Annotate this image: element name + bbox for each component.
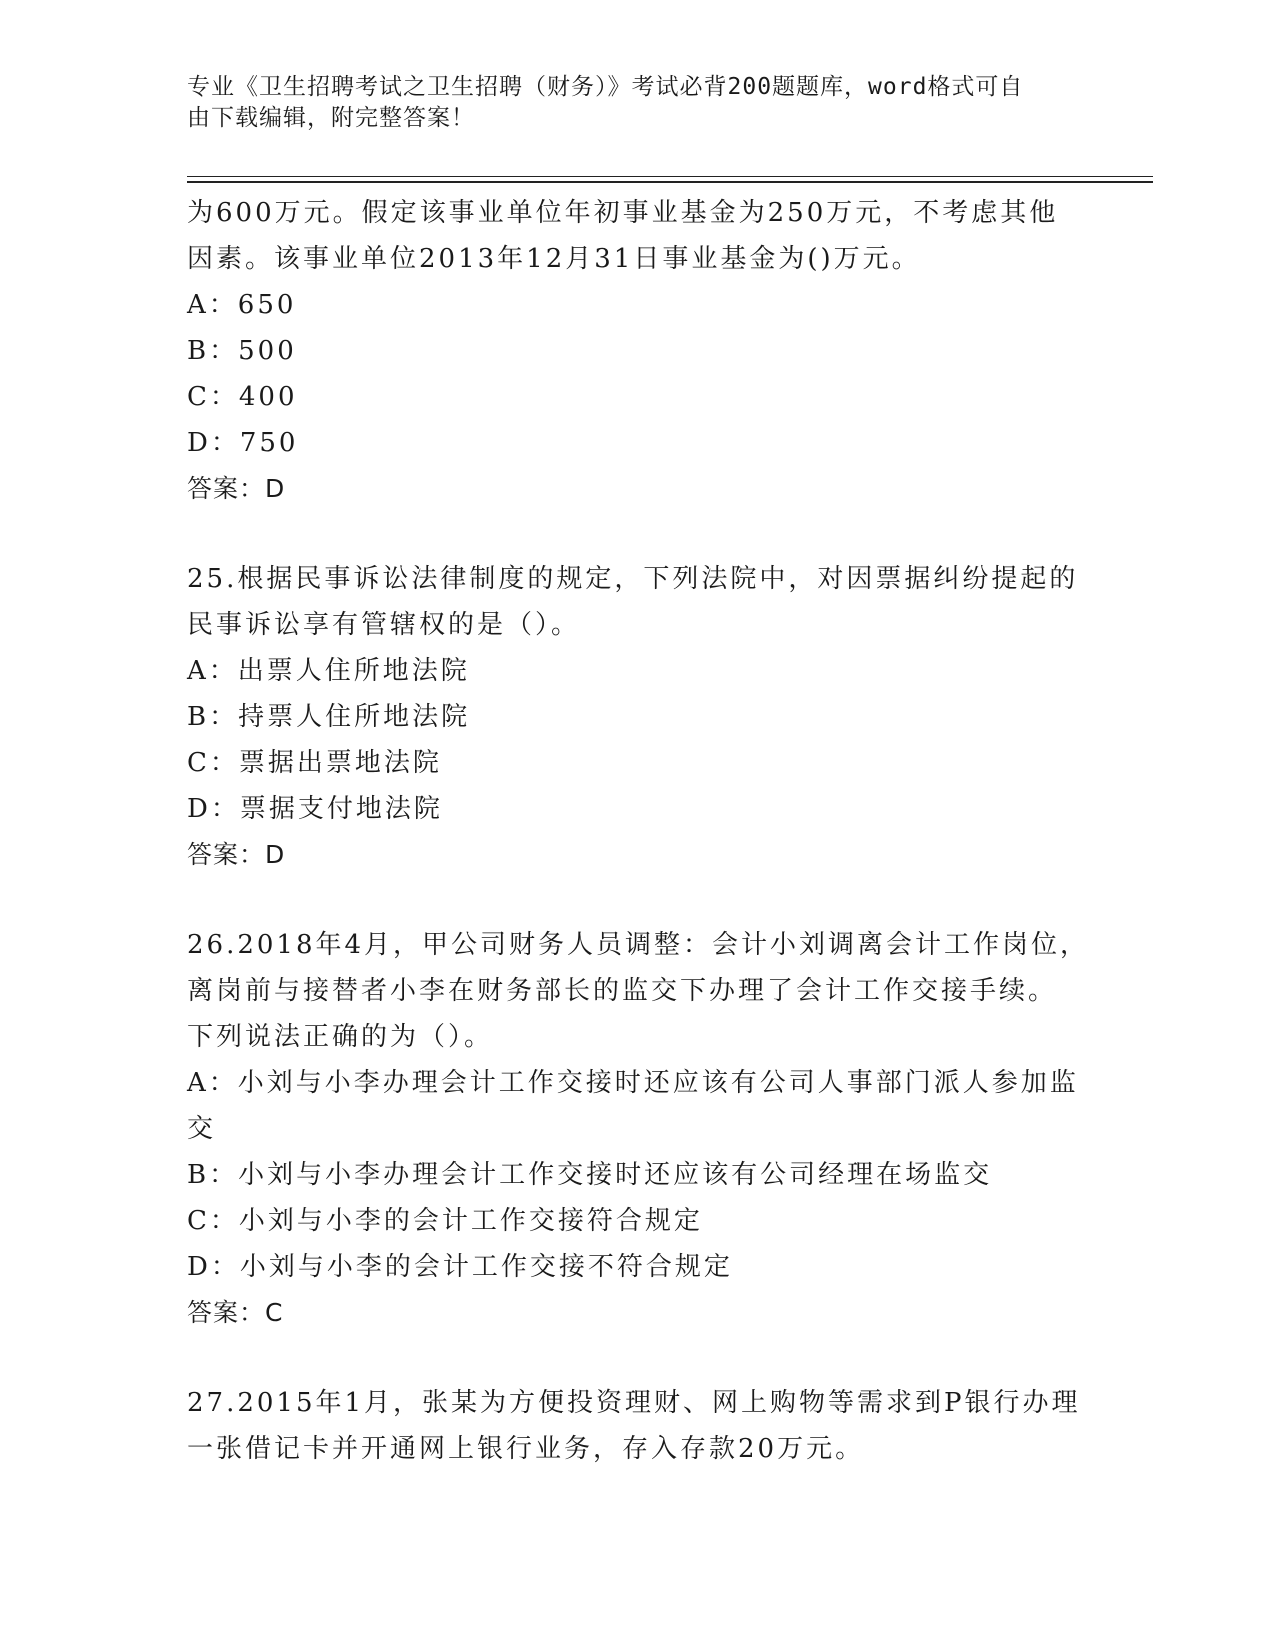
option-a: A：650: [187, 290, 297, 320]
question-26: [187, 922, 1090, 1336]
header-divider-thick: [187, 181, 1153, 183]
option-b: B：小刘与小李办理会计工作交接时还应该有公司经理在场监交: [187, 1160, 993, 1190]
header-line-2: 由下载编辑，附完整答案！: [187, 105, 475, 131]
question-list: [187, 190, 1090, 1472]
question-text-line: 民事诉讼享有管辖权的是（）。: [187, 610, 581, 640]
option-c: C：小刘与小李的会计工作交接符合规定: [187, 1206, 703, 1236]
option-a-continued: 交: [187, 1114, 217, 1144]
option-c: C：400: [187, 382, 298, 412]
question-text-line: 下列说法正确的为（）。: [187, 1022, 494, 1052]
question-25: [187, 556, 1087, 878]
question-text-line: 26.2018年4月，甲公司财务人员调整：会计小刘调离会计工作岗位，: [187, 930, 1090, 960]
answer-label: 答案：D: [187, 840, 286, 869]
option-b: B：持票人住所地法院: [187, 702, 471, 732]
answer-label: 答案：C: [187, 1298, 284, 1327]
question-text-line: 25.根据民事诉讼法律制度的规定，下列法院中，对因票据纠纷提起的: [187, 564, 1079, 594]
header-line-1: 专业《卫生招聘考试之卫生招聘（财务）》考试必背200题题库，word格式可自: [187, 74, 1024, 100]
option-d: D：票据支付地法院: [187, 794, 443, 824]
question-spacer: [187, 878, 1087, 922]
answer-label: 答案：D: [187, 474, 286, 503]
option-c: C：票据出票地法院: [187, 748, 442, 778]
question-spacer: [187, 512, 1087, 556]
option-a: A：出票人住所地法院: [187, 656, 470, 686]
header-divider-thin: [187, 176, 1153, 177]
document-header: [187, 72, 1087, 134]
question-text-line: 因素。该事业单位2013年12月31日事业基金为()万元。: [187, 244, 921, 274]
question-text-line: 为600万元。假定该事业单位年初事业基金为250万元，不考虑其他: [187, 198, 1059, 228]
question-text-line: 一张借记卡并开通网上银行业务，存入存款20万元。: [187, 1434, 865, 1464]
option-d: D：750: [187, 428, 299, 458]
question-spacer: [187, 1336, 1087, 1380]
question-24-continued: [187, 190, 1087, 512]
question-27: [187, 1380, 1087, 1472]
question-text-line: 离岗前与接替者小李在财务部长的监交下办理了会计工作交接手续。: [187, 976, 1058, 1006]
option-d: D：小刘与小李的会计工作交接不符合规定: [187, 1252, 733, 1282]
option-a: A：小刘与小李办理会计工作交接时还应该有公司人事部门派人参加监: [187, 1068, 1079, 1098]
option-b: B：500: [187, 336, 297, 366]
question-text-line: 27.2015年1月，张某为方便投资理财、网上购物等需求到P银行办理: [187, 1388, 1081, 1418]
